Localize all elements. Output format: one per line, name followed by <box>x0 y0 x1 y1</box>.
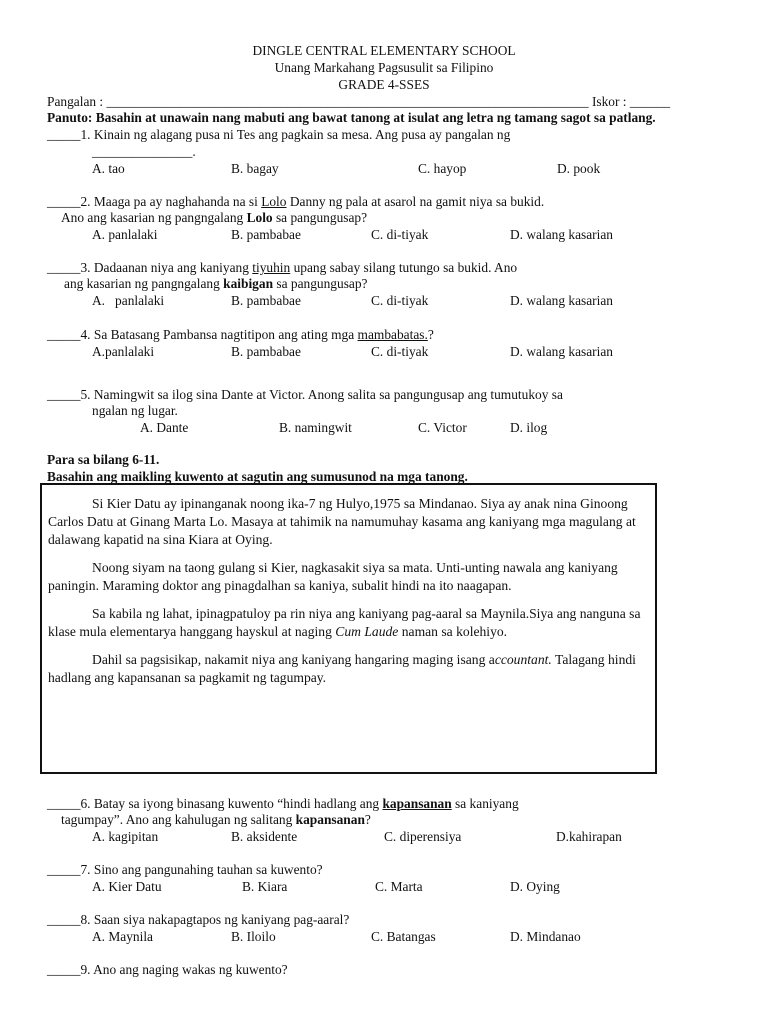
choice-c: C. Victor <box>418 420 467 435</box>
answer-blank: _____ <box>47 387 81 402</box>
bold-word: kaibigan <box>223 276 274 291</box>
choice-a: A. Kier Datu <box>92 879 162 894</box>
answer-blank: _____ <box>47 796 81 811</box>
bold-word: kapansanan <box>295 812 365 827</box>
question-5-line-2: ngalan ng lugar. <box>92 403 178 418</box>
choice-b: B. Kiara <box>242 879 288 894</box>
section-title: Para sa bilang 6-11. <box>47 452 160 467</box>
story-box <box>40 483 657 774</box>
choice-a: A. Dante <box>140 420 189 435</box>
question-5 <box>47 387 563 404</box>
choice-a: A. kagipitan <box>92 829 159 844</box>
question-text: 4. Sa Batasang Pambansa nagtitipon ang ating mga <box>80 327 358 342</box>
question-text: Ano ang kasarian ng pangngalang <box>61 210 247 225</box>
story-paragraph-3 <box>48 605 650 641</box>
choice-b: B. pambabae <box>231 227 301 242</box>
choice-d: D. Oying <box>510 879 560 894</box>
school-name: DINGLE CENTRAL ELEMENTARY SCHOOL <box>252 43 516 58</box>
answer-blank: _____ <box>47 260 81 275</box>
exam-title: Unang Markahang Pagsusulit sa Filipino <box>274 60 494 75</box>
name-label: Pangalan : <box>47 94 104 109</box>
question-text: 7. Sino ang pangunahing tauhan sa kuwento? <box>80 862 323 877</box>
bold-word: Lolo <box>246 210 273 225</box>
question-text: 1. Kinain ng alagang pusa ni Tes ang pagkain sa mesa. Ang pusa ay pangalan ng <box>80 127 511 142</box>
choice-a: A. panlalaki <box>92 293 165 308</box>
choice-c: C. hayop <box>418 161 467 176</box>
answer-blank: _____ <box>47 327 81 342</box>
choice-b: B. pambabae <box>231 293 301 308</box>
question-text: 5. Namingwit sa ilog sina Dante at Victor. Anong salita sa pangungusap ang tumutukoy sa <box>80 387 563 402</box>
question-3-line-2 <box>64 276 368 293</box>
choice-d: D. ilog <box>510 420 548 435</box>
italic-term: Cum Laude <box>335 624 399 639</box>
choice-c: C. di-tiyak <box>371 227 429 242</box>
choice-d: D. walang kasarian <box>510 227 613 242</box>
choice-b: B. bagay <box>231 161 279 176</box>
choice-a: A.panlalaki <box>92 344 155 359</box>
answer-blank: _____ <box>47 862 81 877</box>
question-text-rest: upang sabay silang tutungo sa bukid. Ano <box>290 260 518 275</box>
answer-blank: _____ <box>47 962 81 977</box>
question-1-blank-line: _______________. <box>92 144 196 159</box>
question-3 <box>47 260 517 277</box>
choice-c: C. di-tiyak <box>371 344 429 359</box>
choice-c: C. Marta <box>375 879 423 894</box>
question-text-rest: ? <box>427 327 434 342</box>
story-text: Sa kabila ng lahat, ipinagpatuloy pa rin niya ang kaniyang pag-aaral sa Maynila.Siya ang nanguna sa klase mula elementarya hanggang hayskul at naging <box>48 606 641 639</box>
question-text: 3. Dadaanan niya ang kaniyang <box>80 260 253 275</box>
answer-blank: _____ <box>47 127 81 142</box>
score-label: Iskor : <box>591 94 627 109</box>
choice-d: D. walang kasarian <box>510 344 613 359</box>
question-text: 8. Saan siya nakapagtapos ng kaniyang pag-aaral? <box>80 912 350 927</box>
question-text-rest: sa pangungusap? <box>273 276 368 291</box>
choice-b: B. namingwit <box>279 420 352 435</box>
question-7 <box>47 862 323 879</box>
story-paragraph-1: Si Kier Datu ay ipinanganak noong ika-7 ng Hulyo,1975 sa Mindanao. Siya ay anak nina Ginoong Carlos Datu at Ginang Marta Lo. Masaya at tahimik na namumuhay kasama ang kaniyang mga magulang at dalawang kapatid na sina Kiara at Oying. <box>48 496 636 547</box>
choice-b: B. aksidente <box>231 829 298 844</box>
underlined-word: tiyuhin <box>252 260 291 275</box>
grade-level: GRADE 4-SSES <box>338 77 430 92</box>
question-6 <box>47 796 519 813</box>
underlined-word: Lolo <box>261 194 287 209</box>
name-line <box>47 94 670 111</box>
choice-a: A. Maynila <box>92 929 153 944</box>
underlined-word: mambabatas. <box>357 327 428 342</box>
choice-c: C. diperensiya <box>384 829 462 844</box>
question-1 <box>47 127 510 144</box>
question-text-rest: ? <box>364 812 371 827</box>
story-text-rest: naman sa kolehiyo. <box>398 624 508 639</box>
section-instructions: Basahin ang maikling kuwento at sagutin ang sumusunod na mga tanong. <box>47 469 468 484</box>
question-4 <box>47 327 434 344</box>
question-text: ang kasarian ng pangngalang <box>64 276 224 291</box>
choice-d: D. pook <box>557 161 601 176</box>
answer-blank: _____ <box>47 912 81 927</box>
answer-blank: _____ <box>47 194 81 209</box>
question-text: 6. Batay sa iyong binasang kuwento “hindi hadlang ang <box>80 796 383 811</box>
choice-b: B. pambabae <box>231 344 301 359</box>
choice-d: D. Mindanao <box>510 929 581 944</box>
story-paragraph-4 <box>48 651 650 687</box>
question-text: 9. Ano ang naging wakas ng kuwento? <box>80 962 288 977</box>
question-text-rest: sa pangungusap? <box>272 210 368 225</box>
question-text-rest: Danny ng pala at asarol na gamit niya sa bukid. <box>286 194 545 209</box>
question-text: tagumpay”. Ano ang kahulugan ng salitang <box>61 812 296 827</box>
question-text-rest: sa kaniyang <box>451 796 519 811</box>
italic-term: ccountant. <box>494 652 552 667</box>
choice-d: D.kahirapan <box>556 829 622 844</box>
question-6-line-2 <box>61 812 371 829</box>
choice-a: A. tao <box>92 161 125 176</box>
question-9 <box>47 962 288 979</box>
story-text-rest: Talagang hindi hadlang ang kapansanan sa pagkamit ng tagumpay. <box>48 652 636 685</box>
question-8 <box>47 912 349 929</box>
choice-d: D. walang kasarian <box>510 293 613 308</box>
name-blank: ________________________________________________________________________ <box>106 94 589 109</box>
bold-underlined-word: kapansanan <box>382 796 452 811</box>
story-paragraph-2: Noong siyam na taong gulang si Kier, nagkasakit siya sa mata. Unti-unting nawala ang kaniyang paningin. Maraming doktor ang pinagdalhan sa kaniya, subalit hindi na ito naagapan. <box>48 560 618 593</box>
question-2 <box>47 194 544 211</box>
choice-c: C. Batangas <box>371 929 436 944</box>
choice-a: A. panlalaki <box>92 227 158 242</box>
story-text: Dahil sa pagsisikap, nakamit niya ang kaniyang hangaring maging isang a <box>92 652 495 667</box>
question-text: 2. Maaga pa ay naghahanda na si <box>80 194 262 209</box>
score-blank: ______ <box>629 94 671 109</box>
choice-c: C. di-tiyak <box>371 293 429 308</box>
choice-b: B. Iloilo <box>231 929 276 944</box>
question-2-line-2 <box>61 210 367 227</box>
instructions: Panuto: Basahin at unawain nang mabuti ang bawat tanong at isulat ang letra ng tamang sagot sa patlang. <box>47 110 656 125</box>
